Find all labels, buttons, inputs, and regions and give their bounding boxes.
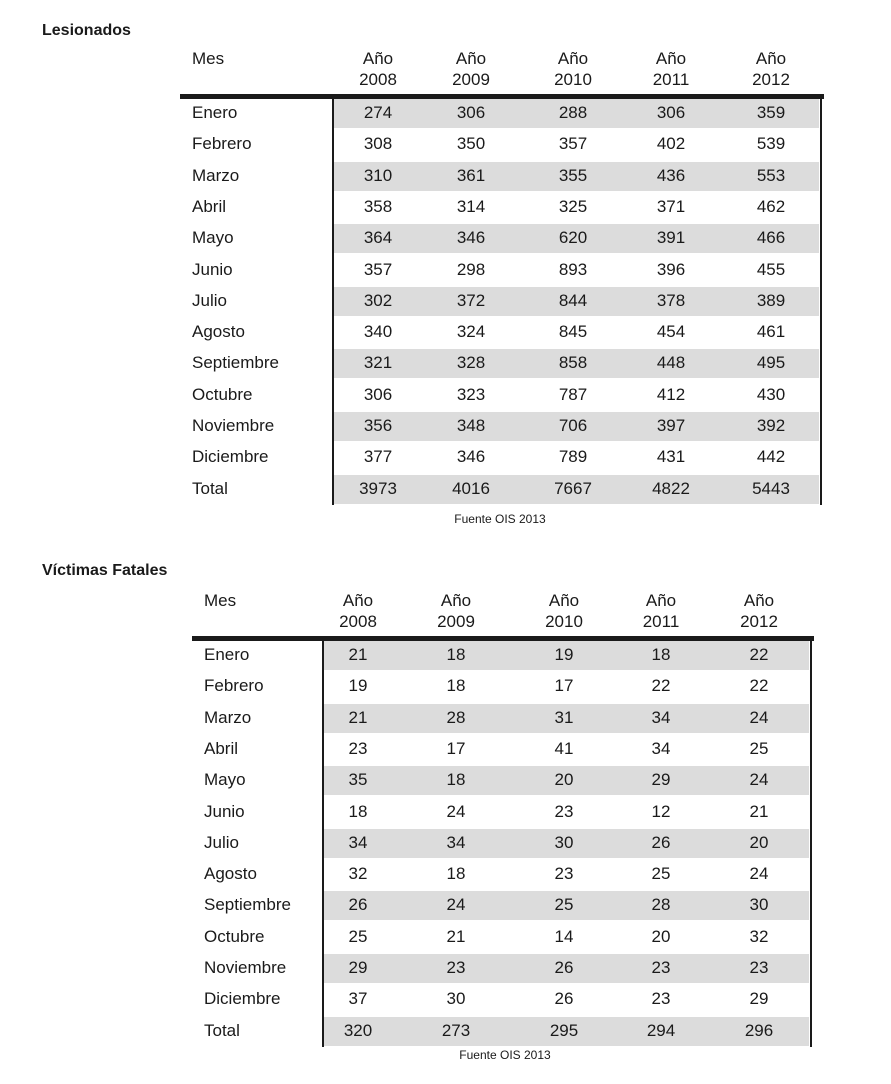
cell-value: 288 <box>558 103 588 122</box>
header-year-value: 2008 <box>339 612 377 631</box>
cell-value: 35 <box>348 770 368 790</box>
cell-value: 25 <box>554 895 574 915</box>
table-row <box>192 671 810 702</box>
cell-value: 397 <box>656 416 686 435</box>
cell-value: 12 <box>651 801 671 821</box>
header-row <box>180 48 826 92</box>
cell-value: 553 <box>756 165 786 185</box>
cell-value: 23 <box>651 989 671 1009</box>
month-label: Total <box>192 478 228 498</box>
cell-value: 364 <box>363 228 393 248</box>
cell-value: 296 <box>744 1020 774 1040</box>
cell-value: 454 <box>656 322 686 342</box>
cell-value: 412 <box>656 384 686 404</box>
cell-value: 21 <box>446 926 466 946</box>
cell-value: 845 <box>558 322 588 342</box>
cell-value: 377 <box>363 447 393 467</box>
month-label: Enero <box>204 645 250 664</box>
header-year <box>318 590 398 632</box>
cell-value: 308 <box>363 134 393 154</box>
month-label: Noviembre <box>192 416 275 435</box>
cell-value: 23 <box>651 958 671 977</box>
table-row <box>192 953 810 984</box>
cell-value: 348 <box>456 416 486 435</box>
cell-value: 328 <box>456 353 486 373</box>
month-label: Febrero <box>204 676 264 696</box>
cell-value: 37 <box>348 989 368 1009</box>
cell-value: 5443 <box>752 478 790 498</box>
cell-value: 26 <box>348 895 368 915</box>
month-label: Febrero <box>192 134 252 154</box>
header-label: Mes <box>192 49 225 68</box>
table-body <box>180 98 820 505</box>
cell-value: 29 <box>749 989 769 1009</box>
table-row <box>192 765 810 796</box>
cell-value: 461 <box>756 322 786 342</box>
cell-value: 357 <box>558 134 588 154</box>
cell-value: 361 <box>456 165 486 185</box>
month-label: Septiembre <box>192 353 279 373</box>
header-year-value: 2011 <box>642 612 680 631</box>
cell-value: 14 <box>554 926 574 946</box>
header-year <box>731 48 811 90</box>
cell-value: 24 <box>446 895 466 915</box>
header-label: Año <box>655 49 687 68</box>
header-label: Año <box>645 591 677 610</box>
table-row <box>180 129 820 160</box>
cell-value: 4016 <box>452 478 490 498</box>
header-year <box>719 590 799 632</box>
table-row <box>192 922 810 953</box>
month-label: Junio <box>204 801 245 821</box>
header-label: Mes <box>204 591 237 610</box>
cell-value: 324 <box>456 322 486 342</box>
left-border <box>322 636 324 1047</box>
header-year <box>631 48 711 90</box>
cell-value: 455 <box>756 259 786 279</box>
table-row <box>192 890 810 921</box>
cell-value: 466 <box>756 228 786 248</box>
cell-value: 24 <box>446 801 466 821</box>
cell-value: 17 <box>446 738 466 758</box>
cell-value: 34 <box>651 738 671 758</box>
cell-value: 787 <box>558 384 588 404</box>
cell-value: 22 <box>651 676 671 696</box>
month-label: Mayo <box>204 770 246 790</box>
cell-value: 31 <box>554 707 574 727</box>
cell-value: 346 <box>456 228 486 248</box>
cell-value: 18 <box>446 770 466 790</box>
cell-value: 22 <box>749 645 769 664</box>
victimas-fatales-table <box>192 590 817 1040</box>
cell-value: 448 <box>656 353 686 373</box>
cell-value: 396 <box>656 259 686 279</box>
header-year-value: 2009 <box>452 70 490 89</box>
right-border <box>820 94 822 505</box>
total-row <box>192 1016 810 1047</box>
header-label: Año <box>743 591 775 610</box>
cell-value: 17 <box>554 676 574 696</box>
cell-value: 23 <box>554 864 574 884</box>
cell-value: 391 <box>656 228 686 248</box>
cell-value: 18 <box>651 645 671 664</box>
victimas-fatales-title: Víctimas Fatales <box>42 562 168 579</box>
cell-value: 26 <box>554 958 574 977</box>
table-row <box>180 98 820 129</box>
cell-value: 22 <box>749 676 769 696</box>
cell-value: 462 <box>756 196 786 216</box>
left-border <box>332 94 334 505</box>
cell-value: 371 <box>656 196 686 216</box>
table-row <box>180 223 820 254</box>
cell-value: 26 <box>651 832 671 852</box>
cell-value: 18 <box>446 864 466 884</box>
month-label: Marzo <box>204 707 252 727</box>
cell-value: 18 <box>446 645 466 664</box>
cell-value: 18 <box>348 801 368 821</box>
cell-value: 23 <box>554 801 574 821</box>
cell-value: 30 <box>749 895 769 915</box>
cell-value: 34 <box>348 832 368 852</box>
header-mes <box>204 590 236 611</box>
header-row <box>192 590 817 634</box>
month-label: Julio <box>204 832 239 852</box>
header-year <box>431 48 511 90</box>
cell-value: 355 <box>558 165 588 185</box>
table-row <box>180 411 820 442</box>
cell-value: 378 <box>656 290 686 310</box>
table-body <box>192 640 810 1047</box>
cell-value: 32 <box>749 926 769 946</box>
cell-value: 706 <box>558 416 588 435</box>
header-year-value: 2012 <box>752 70 790 89</box>
cell-value: 356 <box>363 416 393 435</box>
cell-value: 3973 <box>359 478 397 498</box>
header-label: Año <box>755 49 787 68</box>
cell-value: 789 <box>558 447 588 467</box>
cell-value: 359 <box>756 103 786 122</box>
cell-value: 26 <box>554 989 574 1009</box>
month-label: Agosto <box>192 322 245 342</box>
cell-value: 430 <box>756 384 786 404</box>
cell-value: 21 <box>348 645 368 664</box>
table-row <box>192 797 810 828</box>
right-border <box>810 636 812 1047</box>
header-year <box>416 590 496 632</box>
table-row <box>192 640 810 671</box>
header-label: Año <box>557 49 589 68</box>
cell-value: 20 <box>651 926 671 946</box>
month-label: Diciembre <box>192 447 269 467</box>
cell-value: 24 <box>749 864 769 884</box>
cell-value: 346 <box>456 447 486 467</box>
header-year-value: 2011 <box>652 70 690 89</box>
month-label: Abril <box>204 738 239 758</box>
month-label: Septiembre <box>204 895 291 915</box>
cell-value: 357 <box>363 259 393 279</box>
cell-value: 4822 <box>652 478 690 498</box>
cell-value: 34 <box>651 707 671 727</box>
cell-value: 620 <box>558 228 588 248</box>
table-row <box>192 703 810 734</box>
cell-value: 495 <box>756 353 786 373</box>
cell-value: 23 <box>749 958 769 977</box>
cell-value: 7667 <box>554 478 592 498</box>
cell-value: 350 <box>456 134 486 154</box>
cell-value: 28 <box>446 707 466 727</box>
header-year <box>621 590 701 632</box>
month-label: Agosto <box>204 864 257 884</box>
cell-value: 325 <box>558 196 588 216</box>
cell-value: 21 <box>348 707 368 727</box>
cell-value: 25 <box>749 738 769 758</box>
cell-value: 539 <box>756 134 786 154</box>
cell-value: 30 <box>446 989 466 1009</box>
cell-value: 294 <box>646 1020 676 1040</box>
month-label: Octubre <box>192 384 253 404</box>
cell-value: 28 <box>651 895 671 915</box>
month-label: Abril <box>192 196 227 216</box>
lesionados-table <box>180 48 826 498</box>
cell-value: 306 <box>656 103 686 122</box>
cell-value: 29 <box>348 958 368 977</box>
cell-value: 314 <box>456 196 486 216</box>
cell-value: 21 <box>749 801 769 821</box>
cell-value: 20 <box>554 770 574 790</box>
cell-value: 24 <box>749 770 769 790</box>
month-label: Total <box>204 1020 240 1040</box>
table-row <box>180 348 820 379</box>
cell-value: 389 <box>756 290 786 310</box>
cell-value: 23 <box>446 958 466 977</box>
header-mes <box>192 48 224 69</box>
cell-value: 18 <box>446 676 466 696</box>
cell-value: 34 <box>446 832 466 852</box>
cell-value: 302 <box>363 290 393 310</box>
cell-value: 392 <box>756 416 786 435</box>
victimas-fatales-source: Fuente OIS 2013 <box>459 1048 551 1062</box>
month-label: Junio <box>192 259 233 279</box>
month-label: Noviembre <box>204 958 287 977</box>
cell-value: 893 <box>558 259 588 279</box>
table-row <box>180 255 820 286</box>
cell-value: 41 <box>554 738 574 758</box>
header-year-value: 2010 <box>554 70 592 89</box>
cell-value: 24 <box>749 707 769 727</box>
header-year <box>338 48 418 90</box>
month-label: Enero <box>192 103 238 122</box>
cell-value: 323 <box>456 384 486 404</box>
header-label: Año <box>455 49 487 68</box>
cell-value: 29 <box>651 770 671 790</box>
month-label: Diciembre <box>204 989 281 1009</box>
cell-value: 25 <box>348 926 368 946</box>
table-row <box>192 828 810 859</box>
header-year-value: 2010 <box>545 612 583 631</box>
cell-value: 844 <box>558 290 588 310</box>
month-label: Octubre <box>204 926 265 946</box>
month-label: Mayo <box>192 228 234 248</box>
cell-value: 436 <box>656 165 686 185</box>
month-label: Marzo <box>192 165 240 185</box>
table-row <box>180 380 820 411</box>
cell-value: 19 <box>554 645 574 664</box>
header-label: Año <box>342 591 374 610</box>
header-year-value: 2012 <box>740 612 778 631</box>
cell-value: 858 <box>558 353 588 373</box>
cell-value: 19 <box>348 676 368 696</box>
cell-value: 273 <box>441 1020 471 1040</box>
table-row <box>192 984 810 1015</box>
header-year-value: 2009 <box>437 612 475 631</box>
header-label: Año <box>548 591 580 610</box>
cell-value: 358 <box>363 196 393 216</box>
cell-value: 402 <box>656 134 686 154</box>
cell-value: 320 <box>343 1020 373 1040</box>
cell-value: 298 <box>456 259 486 279</box>
table-row <box>180 317 820 348</box>
table-row <box>180 161 820 192</box>
cell-value: 20 <box>749 832 769 852</box>
table-row <box>192 734 810 765</box>
cell-value: 321 <box>363 353 393 373</box>
cell-value: 295 <box>549 1020 579 1040</box>
cell-value: 340 <box>363 322 393 342</box>
cell-value: 372 <box>456 290 486 310</box>
cell-value: 310 <box>363 165 393 185</box>
month-label: Julio <box>192 290 227 310</box>
cell-value: 306 <box>456 103 486 122</box>
cell-value: 431 <box>656 447 686 467</box>
cell-value: 23 <box>348 738 368 758</box>
header-year-value: 2008 <box>359 70 397 89</box>
cell-value: 30 <box>554 832 574 852</box>
table-row <box>192 859 810 890</box>
header-year <box>533 48 613 90</box>
lesionados-title: Lesionados <box>42 22 131 39</box>
table-row <box>180 192 820 223</box>
table-row <box>180 286 820 317</box>
header-year <box>524 590 604 632</box>
cell-value: 25 <box>651 864 671 884</box>
cell-value: 274 <box>363 103 393 122</box>
header-label: Año <box>362 49 394 68</box>
cell-value: 32 <box>348 864 368 884</box>
cell-value: 442 <box>756 447 786 467</box>
table-row <box>180 442 820 473</box>
total-row <box>180 474 820 505</box>
cell-value: 306 <box>363 384 393 404</box>
lesionados-source: Fuente OIS 2013 <box>454 512 546 526</box>
header-label: Año <box>440 591 472 610</box>
